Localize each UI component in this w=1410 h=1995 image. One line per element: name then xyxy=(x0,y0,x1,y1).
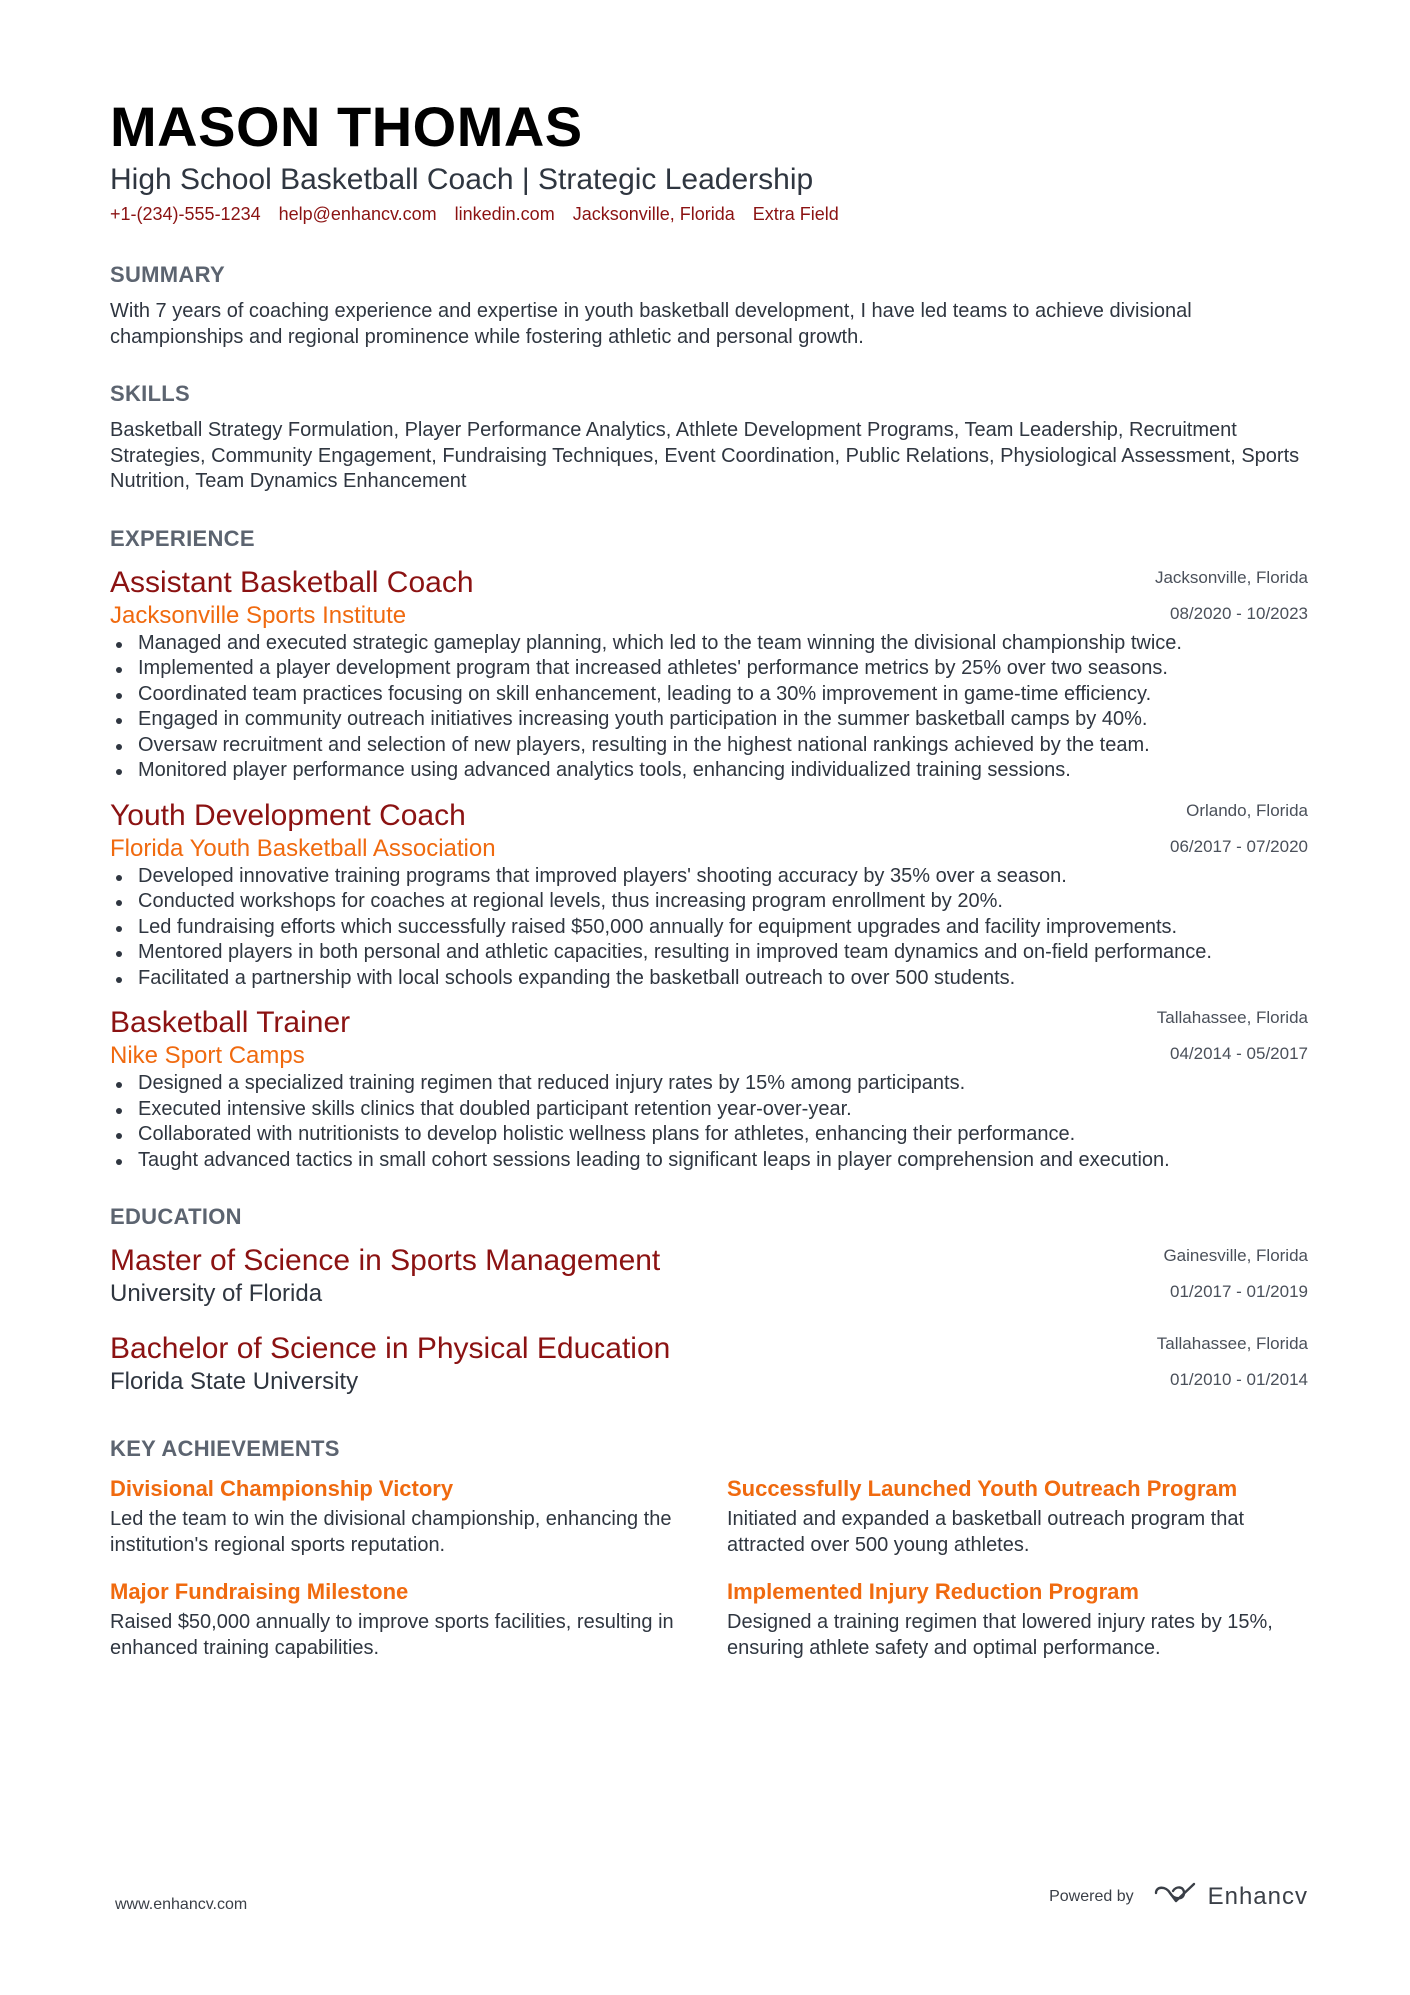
job-dates: 04/2014 - 05/2017 xyxy=(1169,1044,1308,1063)
job-entry xyxy=(110,1005,1308,1173)
skills-heading: SKILLS xyxy=(110,381,191,406)
job-bullet: Engaged in community outreach initiatives increasing youth participation in the summer basketball camps by 40%. xyxy=(110,707,1308,733)
education-section xyxy=(110,1203,1308,1397)
job-company: Jacksonville Sports Institute xyxy=(110,601,407,629)
education-entry xyxy=(110,1331,1308,1397)
experience-section xyxy=(110,525,1308,1174)
job-location: Tallahassee, Florida xyxy=(1156,1008,1308,1027)
job-bullet: Monitored player performance using advanced analytics tools, enhancing individualized training sessions. xyxy=(110,758,1308,784)
job-bullet: Facilitated a partnership with local schools expanding the basketball outreach to over 500 students. xyxy=(110,966,1308,992)
contact-email[interactable]: help@enhancv.com xyxy=(278,204,437,224)
education-entry xyxy=(110,1243,1308,1309)
job-title: Assistant Basketball Coach xyxy=(110,565,474,599)
education-location: Tallahassee, Florida xyxy=(1156,1334,1308,1353)
job-bullet: Taught advanced tactics in small cohort sessions leading to significant leaps in player comprehension and execution. xyxy=(110,1148,1308,1174)
job-bullet: Led fundraising efforts which successfully raised $50,000 annually for equipment upgrades and facility improvements. xyxy=(110,915,1308,941)
job-bullet: Designed a specialized training regimen that reduced injury rates by 15% among participants. xyxy=(110,1071,1308,1097)
job-bullet: Mentored players in both personal and athletic capacities, resulting in improved team dynamics and on-field performance. xyxy=(110,940,1308,966)
summary-text: With 7 years of coaching experience and expertise in youth basketball development, I have led teams to achieve divisional championships and regional prominence while fostering athletic and personal growth. xyxy=(110,300,1192,348)
job-entry xyxy=(110,565,1308,784)
job-bullets xyxy=(110,631,1308,784)
achievement-item xyxy=(110,1475,727,1558)
job-bullets xyxy=(110,1071,1308,1173)
job-bullet: Managed and executed strategic gameplay planning, which led to the team winning the divisional championship twice. xyxy=(110,631,1308,657)
job-company: Florida Youth Basketball Association xyxy=(110,834,496,862)
achievement-title: Implemented Injury Reduction Program xyxy=(727,1579,1139,1604)
job-bullet: Executed intensive skills clinics that doubled participant retention year-over-year. xyxy=(110,1097,1308,1123)
job-header xyxy=(110,1005,1308,1071)
achievement-description: Led the team to win the divisional championship, enhancing the institution's regional sports reputation. xyxy=(110,1508,672,1556)
experience-heading: EXPERIENCE xyxy=(110,525,255,551)
contact-linkedin[interactable]: linkedin.com xyxy=(454,204,555,224)
achievement-item xyxy=(727,1578,1308,1661)
education-dates: 01/2017 - 01/2019 xyxy=(1169,1282,1308,1301)
achievement-item xyxy=(110,1578,727,1661)
education-header xyxy=(110,1331,1308,1397)
job-bullet: Coordinated team practices focusing on skill enhancement, leading to a 30% improvement in game-time efficiency. xyxy=(110,682,1308,708)
degree-title: Bachelor of Science in Physical Education xyxy=(110,1332,671,1365)
education-dates: 01/2010 - 01/2014 xyxy=(1169,1370,1308,1389)
education-header xyxy=(110,1243,1308,1309)
job-header xyxy=(110,798,1308,864)
powered-by-label: Powered by xyxy=(1049,1887,1134,1905)
job-bullet: Oversaw recruitment and selection of new players, resulting in the highest national rankings achieved by the team. xyxy=(110,733,1308,759)
contact-location: Jacksonville, Florida xyxy=(572,204,735,224)
job-bullets xyxy=(110,864,1308,992)
job-bullet: Collaborated with nutritionists to develop holistic wellness plans for athletes, enhancing their performance. xyxy=(110,1122,1308,1148)
job-company: Nike Sport Camps xyxy=(110,1042,305,1069)
footer-branding xyxy=(1049,1880,1308,1913)
summary-section xyxy=(110,261,1308,350)
job-header xyxy=(110,565,1308,631)
job-location: Jacksonville, Florida xyxy=(1154,567,1308,587)
brand-name: Enhancv xyxy=(1207,1882,1308,1910)
achievement-description: Initiated and expanded a basketball outreach program that attracted over 500 young athletes. xyxy=(727,1508,1245,1556)
job-location: Orlando, Florida xyxy=(1186,800,1308,820)
contact-phone[interactable]: +1-(234)-555-1234 xyxy=(110,204,261,224)
brand-logo[interactable] xyxy=(1152,1880,1308,1913)
enhancv-logo-icon xyxy=(1152,1880,1198,1913)
achievement-title: Major Fundraising Milestone xyxy=(110,1579,409,1604)
achievement-item xyxy=(727,1475,1308,1558)
summary-heading: SUMMARY xyxy=(110,262,225,287)
candidate-headline: High School Basketball Coach | Strategic Leadership xyxy=(110,163,814,196)
job-dates: 06/2017 - 07/2020 xyxy=(1169,836,1308,856)
job-dates: 08/2020 - 10/2023 xyxy=(1169,603,1308,623)
contact-bar xyxy=(110,201,1308,227)
achievements-heading: KEY ACHIEVEMENTS xyxy=(110,1436,340,1461)
job-bullet: Implemented a player development program that increased athletes' performance metrics by 25% over two seasons. xyxy=(110,656,1308,682)
school-name: University of Florida xyxy=(110,1280,323,1307)
school-name: Florida State University xyxy=(110,1368,359,1395)
achievement-description: Raised $50,000 annually to improve sports facilities, resulting in enhanced training capabilities. xyxy=(110,1611,674,1659)
skills-text: Basketball Strategy Formulation, Player Performance Analytics, Athlete Development Programs, Team Leadership, Recruitment Strategies, Community Engagement, Fundraising Techniques, Event Coordination, Public Relations, Physiological Assessment, Sports Nutrition, Team Dynamics Enhancement xyxy=(110,419,1300,492)
contact-extra-field: Extra Field xyxy=(752,204,839,224)
resume-page xyxy=(110,95,1308,1661)
education-location: Gainesville, Florida xyxy=(1163,1246,1308,1265)
job-bullet: Developed innovative training programs that improved players' shooting accuracy by 35% over a season. xyxy=(110,864,1308,890)
achievements-grid xyxy=(110,1475,1308,1661)
skills-section xyxy=(110,380,1308,495)
achievement-description: Designed a training regimen that lowered injury rates by 15%, ensuring athlete safety and optimal performance. xyxy=(727,1611,1273,1659)
achievement-title: Divisional Championship Victory xyxy=(110,1476,454,1501)
job-bullet: Conducted workshops for coaches at regional levels, thus increasing program enrollment by 20%. xyxy=(110,889,1308,915)
achievement-title: Successfully Launched Youth Outreach Program xyxy=(727,1476,1238,1501)
footer-website[interactable]: www.enhancv.com xyxy=(115,1896,248,1913)
degree-title: Master of Science in Sports Management xyxy=(110,1244,661,1277)
job-title: Basketball Trainer xyxy=(110,1006,351,1039)
achievements-section xyxy=(110,1435,1308,1661)
job-entry xyxy=(110,798,1308,992)
job-title: Youth Development Coach xyxy=(110,798,466,832)
candidate-name: MASON THOMAS xyxy=(110,95,583,158)
education-heading: EDUCATION xyxy=(110,1204,242,1229)
